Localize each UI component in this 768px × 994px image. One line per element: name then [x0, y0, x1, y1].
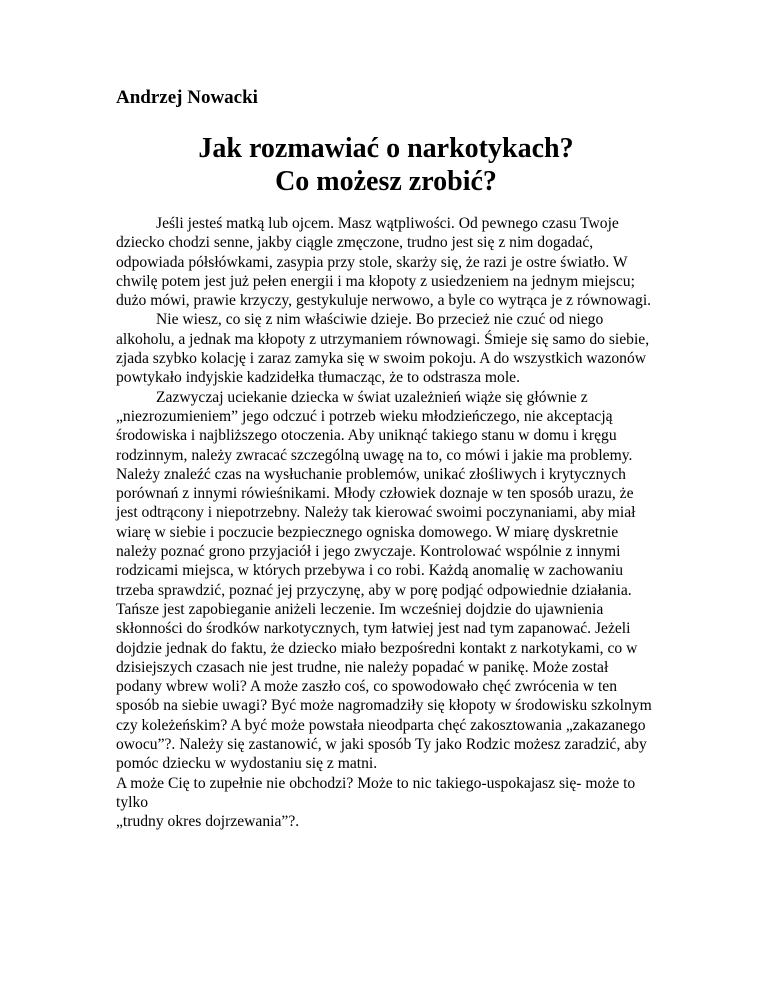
paragraph-4: A może Cię to zupełnie nie obchodzi? Może to nic takiego-uspokajasz się- może to tylko: [116, 774, 636, 811]
document-page: [116, 86, 656, 832]
author-name: Andrzej Nowacki: [116, 87, 258, 108]
title-line-1: Jak rozmawiać o narkotykach?: [198, 133, 574, 164]
title-line-2: Co możesz zrobić?: [275, 166, 497, 197]
paragraph-2: Nie wiesz, co się z nim właściwie dzieje. Bo przecież nie czuć od niego alkoholu, a jednak ma kłopoty z utrzymaniem równowagi. Śmieje się samo do siebie, zjada szybko kolację i zaraz zamyka się w swoim pokoju. A do wszystkich wazonów powtykało indyjskie kadzidełka tłumacząc, że to odstrasza mole.: [116, 311, 650, 387]
document-title: [116, 132, 656, 198]
document-body: [116, 214, 656, 832]
paragraph-1: Jeśli jesteś matką lub ojcem. Masz wątpliwości. Od pewnego czasu Twoje dziecko chodzi senne, jakby ciągle zmęczone, trudno jest się z nim dogadać, odpowiada półsłówkami, zasypia przy stole, skarży się, że razi je ostre światło. W chwilę potem jest już pełen energii i ma kłopoty z usiedzeniem na jednym miejscu; dużo mówi, prawie krzyczy, gestykuluje nerwowo, a byle co wytrąca je z równowagi.: [116, 215, 652, 310]
paragraph-5: „trudny okres dojrzewania”?.: [116, 813, 300, 831]
paragraph-3: Zazwyczaj uciekanie dziecka w świat uzależnień wiąże się głównie z „niezrozumieniem” jego odczuć i potrzeb wieku młodzieńczego, nie akceptacją środowiska i najbliższego otoczenia. Aby uniknąć takiego stanu w domu i kręgu rodzinnym, należy zwracać szczególną uwagę na to, co mówi i jakie ma problemy. Należy znaleźć czas na wysłuchanie problemów, unikać złośliwych i krytycznych porównań z innymi rówieśnikami. Młody człowiek doznaje w ten sposób urazu, że jest odtrącony i niepotrzebny. Należy tak kierować swoimi poczynaniami, aby miał wiarę w siebie i poczucie bezpiecznego ogniska domowego. W miarę dyskretnie należy poznać grono przyjaciół i jego zwyczaje. Kontrolować wspólnie z innymi rodzicami miejsca, w których przebywa i co robi. Każdą anomalię w zachowaniu trzeba sprawdzić, poznać jej przyczynę, aby w porę podjąć odpowiednie działania. Tańsze jest zapobieganie aniżeli leczenie. Im wcześniej dojdzie do ujawnienia skłonności do środków narkotycznych, tym łatwiej jest nad tym zapanować. Jeżeli dojdzie jednak do faktu, że dziecko miało bezpośredni kontakt z narkotykami, co w dzisiejszych czasach nie jest trudne, nie należy popadać w panikę. Może został podany wbrew woli? A może zaszło coś, co spowodowało chęć zwrócenia w ten sposób na siebie uwagi? Być może nagromadziły się kłopoty w środowisku szkolnym czy koleżeńskim? A być może powstała nieodparta chęć zakosztowania „zakazanego owocu”?. Należy się zastanowić, w jaki sposób Ty jako Rodzic możesz zaradzić, aby pomóc dziecku w wydostaniu się z matni.: [116, 388, 652, 773]
